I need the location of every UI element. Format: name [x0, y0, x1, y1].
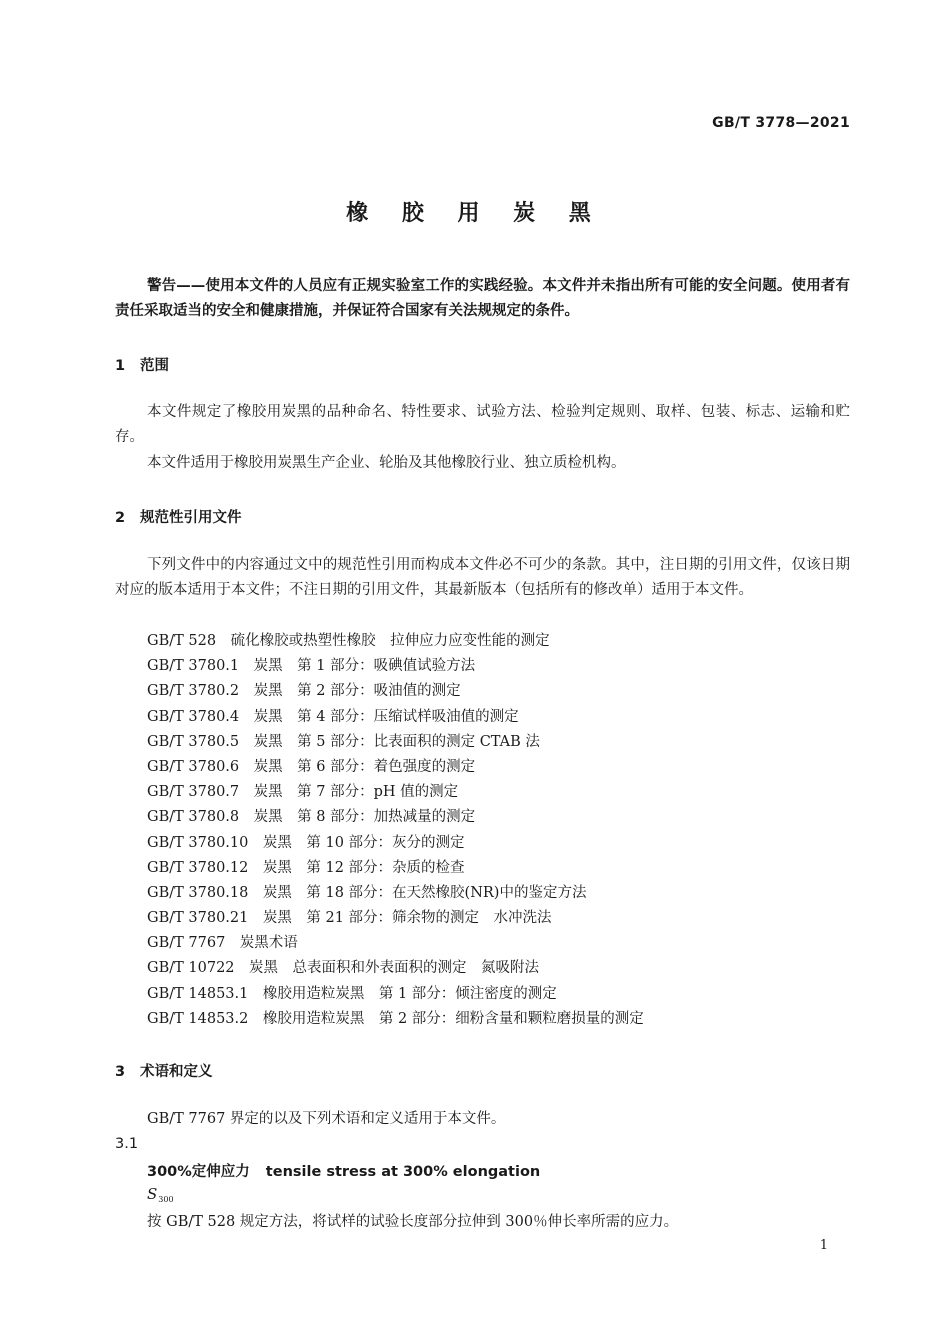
reference-item: GB/T 7767 炭黑术语 [147, 935, 298, 952]
section-2-number: 2 [115, 510, 126, 526]
section-1-title: 范围 [140, 358, 169, 374]
reference-item: GB/T 3780.18 炭黑 第 18 部分：在天然橡胶(NR)中的鉴定方法 [147, 884, 587, 901]
reference-item: GB/T 3780.12 炭黑 第 12 部分：杂质的检查 [147, 859, 465, 876]
section-1-heading [115, 354, 169, 375]
reference-item: GB/T 3780.7 炭黑 第 7 部分：pH 值的测定 [147, 784, 459, 801]
reference-item: GB/T 3780.8 炭黑 第 8 部分：加热减量的测定 [147, 809, 476, 826]
section-2-intro: 下列文件中的内容通过文中的规范性引用而构成本文件必不可少的条款。其中，注日期的引用文件，仅该日期对应的版本适用于本文件；不注日期的引用文件，其最新版本（包括所有的修改单）适用于本文件。 [115, 557, 850, 598]
section-2-heading [115, 506, 242, 527]
page-number: 1 [819, 1238, 828, 1253]
reference-item: GB/T 3780.1 炭黑 第 1 部分：吸碘值试验方法 [147, 658, 476, 675]
term-symbol [147, 1185, 174, 1204]
reference-list [147, 629, 644, 1032]
reference-item: GB/T 3780.10 炭黑 第 10 部分：灰分的测定 [147, 834, 465, 851]
document-title: 橡 胶 用 炭 黑 [346, 201, 604, 226]
reference-item: GB/T 3780.21 炭黑 第 21 部分：筛余物的测定 水冲洗法 [147, 910, 552, 927]
symbol-letter: S [147, 1185, 158, 1203]
term-english: tensile stress at 300% elongation [265, 1164, 541, 1180]
section-2-title: 规范性引用文件 [140, 510, 242, 526]
warning-paragraph: 警告——使用本文件的人员应有正规实验室工作的实践经验。本文件并未指出所有可能的安全问题。使用者有责任采取适当的安全和健康措施，并保证符合国家有关法规规定的条件。 [115, 278, 850, 319]
section-3-number: 3 [115, 1064, 126, 1080]
reference-item: GB/T 10722 炭黑 总表面积和外表面积的测定 氮吸附法 [147, 960, 540, 977]
section-3-heading [115, 1060, 213, 1081]
standard-code: GB/T 3778—2021 [712, 115, 850, 131]
symbol-subscript: 300 [158, 1195, 174, 1204]
reference-item: GB/T 3780.2 炭黑 第 2 部分：吸油值的测定 [147, 683, 461, 700]
clause-number: 3.1 [115, 1136, 139, 1152]
reference-item: GB/T 3780.4 炭黑 第 4 部分：压缩试样吸油值的测定 [147, 708, 519, 725]
section-1-paragraph-1: 本文件规定了橡胶用炭黑的品种命名、特性要求、试验方法、检验判定规则、取样、包装、标志、运输和贮存。 [115, 404, 850, 445]
section-3-intro: GB/T 7767 界定的以及下列术语和定义适用于本文件。 [147, 1111, 506, 1127]
section-1-number: 1 [115, 358, 126, 374]
term-entry [147, 1160, 540, 1181]
section-3-title: 术语和定义 [140, 1064, 213, 1080]
reference-item: GB/T 14853.2 橡胶用造粒炭黑 第 2 部分：细粉含量和颗粒磨损量的测定 [147, 1010, 644, 1027]
reference-item: GB/T 14853.1 橡胶用造粒炭黑 第 1 部分：倾注密度的测定 [147, 985, 557, 1002]
reference-item: GB/T 3780.6 炭黑 第 6 部分：着色强度的测定 [147, 758, 476, 775]
section-1-paragraph-2: 本文件适用于橡胶用炭黑生产企业、轮胎及其他橡胶行业、独立质检机构。 [147, 455, 626, 471]
reference-item: GB/T 528 硫化橡胶或热塑性橡胶 拉伸应力应变性能的测定 [147, 633, 550, 649]
term-definition: 按 GB/T 528 规定方法，将试样的试验长度部分拉伸到 300％伸长率所需的应力。 [147, 1214, 679, 1230]
reference-item: GB/T 3780.5 炭黑 第 5 部分：比表面积的测定 CTAB 法 [147, 733, 540, 750]
term-chinese: 300%定伸应力 [147, 1164, 250, 1180]
